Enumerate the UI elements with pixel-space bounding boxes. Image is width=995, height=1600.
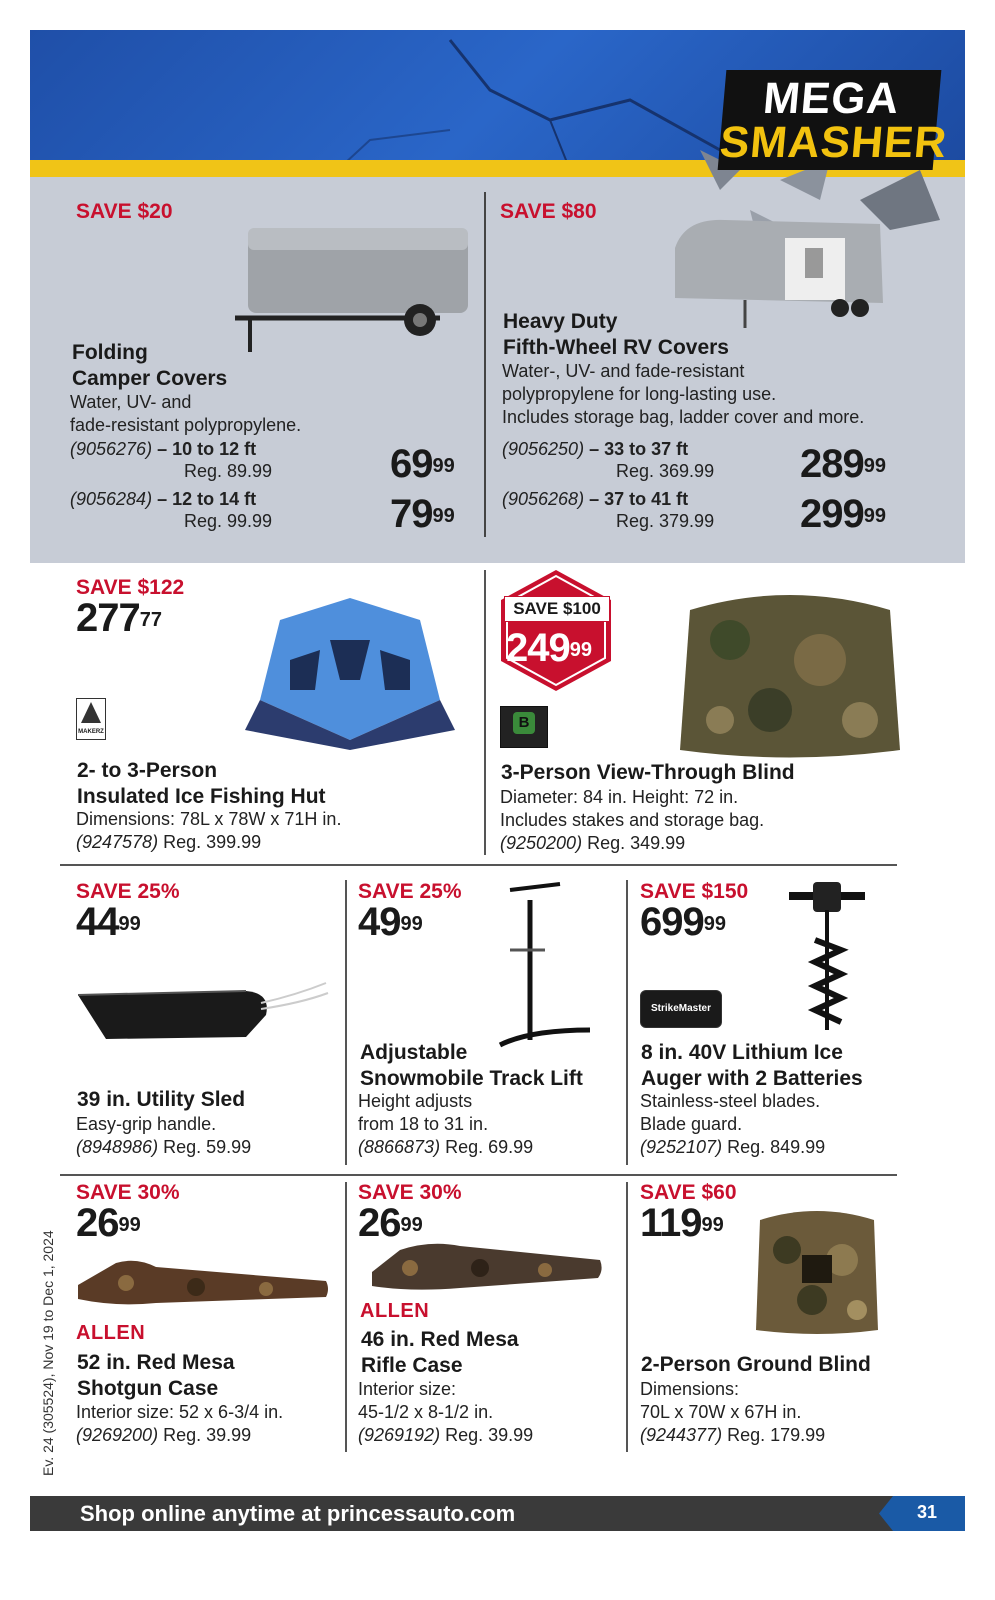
title-line: 52 in. Red Mesa <box>77 1351 235 1374</box>
desc-line: Easy-grip handle. <box>76 1114 217 1134</box>
reg-price: Reg. 89.99 <box>184 461 273 481</box>
product-description <box>76 808 341 831</box>
title-line: 8 in. 40V Lithium Ice <box>641 1041 843 1064</box>
save-label: SAVE $150 <box>640 880 749 903</box>
sku: (9244377) <box>640 1425 723 1445</box>
divider <box>60 864 897 866</box>
save-label: SAVE $20 <box>76 200 173 223</box>
brand-mark: B <box>513 712 535 734</box>
sale-price <box>390 494 455 534</box>
price-dollars: 49 <box>358 900 401 944</box>
camo-blind-image <box>670 580 910 765</box>
price-dollars: 249 <box>506 626 570 670</box>
size: – 12 to 14 ft <box>157 489 257 509</box>
divider <box>345 880 347 1165</box>
title-line: 39 in. Utility Sled <box>77 1088 246 1111</box>
sku: (9247578) <box>76 832 159 852</box>
reg-price: Reg. 849.99 <box>727 1137 826 1157</box>
reg-price: Reg. 59.99 <box>163 1137 252 1157</box>
badge-line-2: SMASHER <box>717 118 950 167</box>
brand-name: MAKERZ <box>78 729 104 735</box>
desc-line: 70L x 70W x 67H in. <box>640 1402 802 1422</box>
reg-price: Reg. 179.99 <box>727 1425 826 1445</box>
sale-price <box>76 902 141 942</box>
sled-image <box>76 975 331 1055</box>
product-title <box>360 1040 583 1092</box>
save-label: SAVE 25% <box>76 880 180 903</box>
desc-line: polypropylene for long-lasting use. <box>502 384 777 404</box>
title-line: 2-Person Ground Blind <box>641 1353 871 1376</box>
save-label: SAVE 30% <box>358 1181 462 1204</box>
price-dollars: 69 <box>390 442 433 486</box>
title-line: 46 in. Red Mesa <box>361 1328 519 1351</box>
desc-line: Blade guard. <box>640 1114 743 1134</box>
save-label: SAVE $100 <box>504 596 610 622</box>
product-description <box>358 1378 493 1424</box>
title-line: Insulated Ice Fishing Hut <box>77 785 326 808</box>
price-dollars: 44 <box>76 900 119 944</box>
page-number: 31 <box>916 1502 937 1522</box>
footer-bar <box>30 1496 965 1531</box>
price-dollars: 26 <box>76 1201 119 1245</box>
price-cents: 99 <box>569 639 592 661</box>
camper-cover-image <box>230 220 475 360</box>
price-dollars: 299 <box>800 492 864 536</box>
strikemaster-logo: StrikeMaster <box>640 990 722 1028</box>
divider <box>484 192 486 537</box>
edition-info: Ev. 24 (305524), Nov 19 to Dec 1, 2024 <box>40 1230 56 1476</box>
reg-price: Reg. 399.99 <box>163 832 262 852</box>
product-title <box>641 1352 871 1378</box>
sku: (9269200) <box>76 1425 159 1445</box>
product-title <box>501 760 795 786</box>
allen-logo: ALLEN <box>76 1322 146 1344</box>
price-cents: 99 <box>432 505 455 527</box>
title-line: Auger with 2 Batteries <box>641 1067 863 1090</box>
price-cents: 99 <box>701 1214 724 1236</box>
price-cents: 99 <box>703 913 726 935</box>
divider <box>345 1182 347 1452</box>
shotgun-case-image <box>76 1255 331 1310</box>
save-label: SAVE $60 <box>640 1181 737 1204</box>
price-cents: 99 <box>863 455 886 477</box>
product-description <box>640 1378 801 1424</box>
variant-row <box>70 438 256 461</box>
sale-price <box>358 902 423 942</box>
divider <box>484 570 486 855</box>
sku: (9056276) <box>70 439 153 459</box>
sku: (8948986) <box>76 1137 159 1157</box>
sku-row <box>358 1136 533 1159</box>
reg-price: Reg. 369.99 <box>616 461 715 481</box>
sku: (9269192) <box>358 1425 441 1445</box>
price-cents: 99 <box>118 1214 141 1236</box>
desc-line: Interior size: <box>358 1379 457 1399</box>
product-description <box>358 1090 488 1136</box>
sku-row <box>640 1424 825 1447</box>
badge-line-1: MEGA <box>761 74 902 123</box>
sku: (9252107) <box>640 1137 723 1157</box>
ice-auger-image <box>785 880 870 1035</box>
divider <box>60 1174 897 1176</box>
title-line: Rifle Case <box>361 1354 463 1377</box>
reg-price: Reg. 349.99 <box>587 833 686 853</box>
divider <box>626 880 628 1165</box>
size: – 37 to 41 ft <box>589 489 689 509</box>
variant-row <box>502 438 688 461</box>
desc-line: 45-1/2 x 8-1/2 in. <box>358 1402 494 1422</box>
price-dollars: 699 <box>640 900 704 944</box>
sale-price <box>76 1203 141 1243</box>
brand-logo <box>500 706 548 748</box>
desc-line: Water-, UV- and fade-resistant <box>502 361 745 381</box>
reg-price: Reg. 99.99 <box>184 511 273 531</box>
product-description <box>502 360 864 429</box>
desc-line: fade-resistant polypropylene. <box>70 415 302 435</box>
title-line: Adjustable <box>360 1041 468 1064</box>
sale-price <box>390 444 455 484</box>
product-title <box>77 1087 245 1113</box>
ground-blind-image <box>752 1200 882 1340</box>
price-cents: 99 <box>400 913 423 935</box>
price-cents: 99 <box>432 455 455 477</box>
shop-online-link[interactable]: Shop online anytime at princessauto.com <box>80 1501 516 1526</box>
sku-row <box>500 832 685 855</box>
sku-row <box>76 831 261 854</box>
sku: (9056268) <box>502 489 585 509</box>
product-description <box>76 1401 283 1424</box>
save-label: SAVE 25% <box>358 880 462 903</box>
tree-icon <box>77 699 105 727</box>
desc-line: Height adjusts <box>358 1091 473 1111</box>
product-title <box>77 1350 235 1402</box>
price-dollars: 289 <box>800 442 864 486</box>
title-line: Shotgun Case <box>77 1377 219 1400</box>
rifle-case-image <box>370 1238 605 1298</box>
mega-smasher-badge <box>717 70 950 170</box>
title-line: Folding <box>72 341 148 364</box>
desc-line: Interior size: 52 x 6-3/4 in. <box>76 1402 284 1422</box>
desc-line: Stainless-steel blades. <box>640 1091 821 1111</box>
sale-price <box>76 598 162 638</box>
title-line: Fifth-Wheel RV Covers <box>503 336 729 359</box>
reg-price: Reg. 379.99 <box>616 511 715 531</box>
desc-line: from 18 to 31 in. <box>358 1114 489 1134</box>
sku-row <box>358 1424 533 1447</box>
sku-row <box>76 1424 251 1447</box>
price-dollars: 119 <box>640 1201 702 1245</box>
variant-row <box>70 488 256 511</box>
save-label: SAVE $80 <box>500 200 597 223</box>
title-line: Heavy Duty <box>503 310 618 333</box>
reg-price: Reg. 39.99 <box>163 1425 252 1445</box>
price-cents: 99 <box>400 1214 423 1236</box>
product-title <box>77 758 326 810</box>
product-title <box>72 340 227 392</box>
desc-line: Includes storage bag, ladder cover and more. <box>502 407 865 427</box>
allen-logo: ALLEN <box>360 1300 430 1322</box>
sku: (9250200) <box>500 833 583 853</box>
product-description <box>76 1113 216 1136</box>
ice-hut-image <box>240 590 460 755</box>
sku-row <box>76 1136 251 1159</box>
reg-price: Reg. 39.99 <box>445 1425 534 1445</box>
save-label: SAVE 30% <box>76 1181 180 1204</box>
price-cents: 99 <box>863 505 886 527</box>
sale-price <box>358 1203 423 1243</box>
product-description <box>640 1090 820 1136</box>
sale-price <box>640 902 726 942</box>
price-dollars: 26 <box>358 1201 401 1245</box>
desc-line: Dimensions: <box>640 1379 740 1399</box>
size: – 33 to 37 ft <box>589 439 689 459</box>
sku-row <box>640 1136 825 1159</box>
price-cents: 99 <box>118 913 141 935</box>
sale-price <box>800 494 886 534</box>
title-line: Camper Covers <box>72 367 228 390</box>
reg-price: Reg. 69.99 <box>445 1137 534 1157</box>
sku: (9056250) <box>502 439 585 459</box>
price-dollars: 277 <box>76 596 140 640</box>
product-title <box>641 1040 863 1092</box>
desc-line: Dimensions: 78L x 78W x 71H in. <box>76 809 342 829</box>
desc-line: Water, UV- and <box>70 392 192 412</box>
sku: (8866873) <box>358 1137 441 1157</box>
variant-row <box>502 488 688 511</box>
price-dollars: 79 <box>390 492 433 536</box>
sale-price <box>506 628 592 668</box>
track-lift-image <box>490 880 600 1055</box>
product-title <box>361 1327 519 1379</box>
desc-line: Includes stakes and storage bag. <box>500 810 765 830</box>
sku: (9056284) <box>70 489 153 509</box>
product-description <box>500 786 764 832</box>
save-label: SAVE $122 <box>76 576 185 599</box>
product-title <box>503 309 729 361</box>
desc-line: Diameter: 84 in. Height: 72 in. <box>500 787 739 807</box>
size: – 10 to 12 ft <box>157 439 257 459</box>
sale-price <box>640 1203 724 1243</box>
product-description <box>70 391 301 437</box>
divider <box>626 1182 628 1452</box>
title-line: 3-Person View-Through Blind <box>501 761 795 784</box>
price-cents: 77 <box>139 609 162 631</box>
makerz-logo <box>76 698 106 740</box>
title-line: 2- to 3-Person <box>77 759 218 782</box>
title-line: Snowmobile Track Lift <box>360 1067 583 1090</box>
sale-price <box>800 444 886 484</box>
